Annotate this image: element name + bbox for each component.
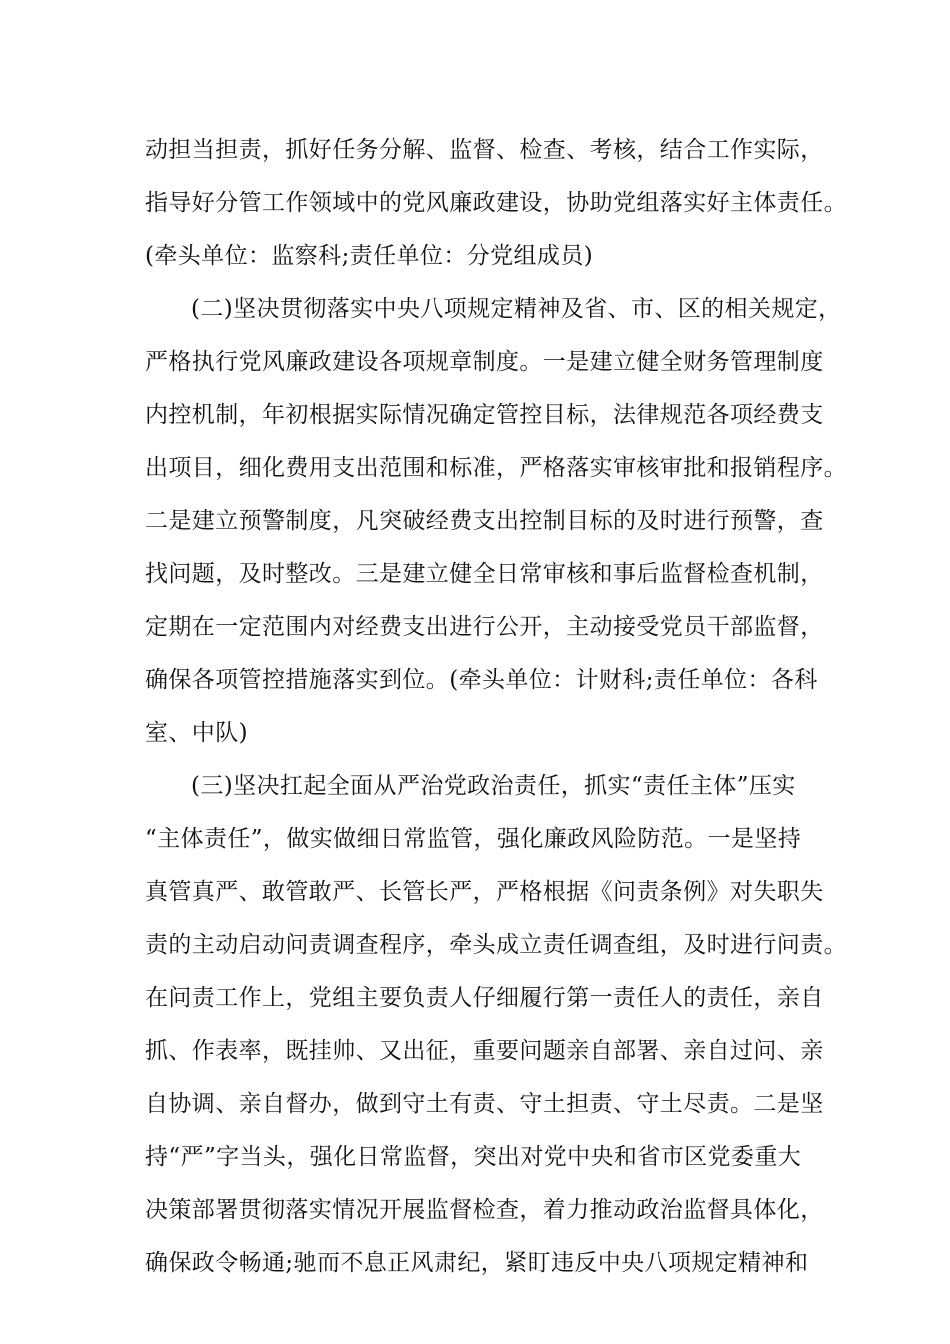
text-line: 持“严”字当头，强化日常监督，突出对党中央和省市区党委重大 xyxy=(145,1144,802,1170)
text-line: 自协调、亲自督办，做到守土有责、守土担责、守土尽责。二是坚 xyxy=(145,1091,824,1117)
text-line: 二是建立预警制度，凡突破经费支出控制目标的及时进行预警，查 xyxy=(145,508,824,534)
text-line: 出项目，细化费用支出范围和标准，严格落实审核审批和报销程序。 xyxy=(145,455,847,481)
text-line: 真管真严、敢管敢严、长管长严，严格根据《问责条例》对失职失 xyxy=(145,879,824,905)
text-line: “主体责任”，做实做细日常监管，强化廉政风险防范。一是坚持 xyxy=(145,826,802,852)
text-line: 决策部署贯彻落实情况开展监督检查，着力推动政治监督具体化， xyxy=(145,1197,824,1223)
text-line: 找问题，及时整改。三是建立健全日常审核和事后监督检查机制， xyxy=(145,561,824,587)
text-line: 抓、作表率，既挂帅、又出征，重要问题亲自部署、亲自过问、亲 xyxy=(145,1038,824,1064)
text-line: 在问责工作上，党组主要负责人仔细履行第一责任人的责任，亲自 xyxy=(145,985,824,1011)
text-line: (二)坚决贯彻落实中央八项规定精神及省、市、区的相关规定， xyxy=(191,296,842,322)
text-line: 指导好分管工作领域中的党风廉政建设，协助党组落实好主体责任。 xyxy=(145,190,847,216)
document-body xyxy=(145,124,847,1290)
text-line: 室、中队) xyxy=(145,720,248,746)
text-line: 定期在一定范围内对经费支出进行公开，主动接受党员干部监督， xyxy=(145,614,824,640)
text-line: 动担当担责，抓好任务分解、监督、检查、考核，结合工作实际， xyxy=(145,137,824,163)
text-line: 内控机制，年初根据实际情况确定管控目标，法律规范各项经费支 xyxy=(145,402,824,428)
text-line: 确保各项管控措施落实到位。(牵头单位：计财科;责任单位：各科 xyxy=(145,667,818,693)
text-line: 责的主动启动问责调查程序，牵头成立责任调查组，及时进行问责。 xyxy=(145,932,847,958)
text-line: 严格执行党风廉政建设各项规章制度。一是建立健全财务管理制度 xyxy=(145,349,824,375)
text-line: (牵头单位：监察科;责任单位：分党组成员) xyxy=(145,243,594,269)
text-line: (三)坚决扛起全面从严治党政治责任，抓实“责任主体”压实 xyxy=(191,773,796,799)
text-line: 确保政令畅通;驰而不息正风肃纪，紧盯违反中央八项规定精神和 xyxy=(145,1250,809,1276)
